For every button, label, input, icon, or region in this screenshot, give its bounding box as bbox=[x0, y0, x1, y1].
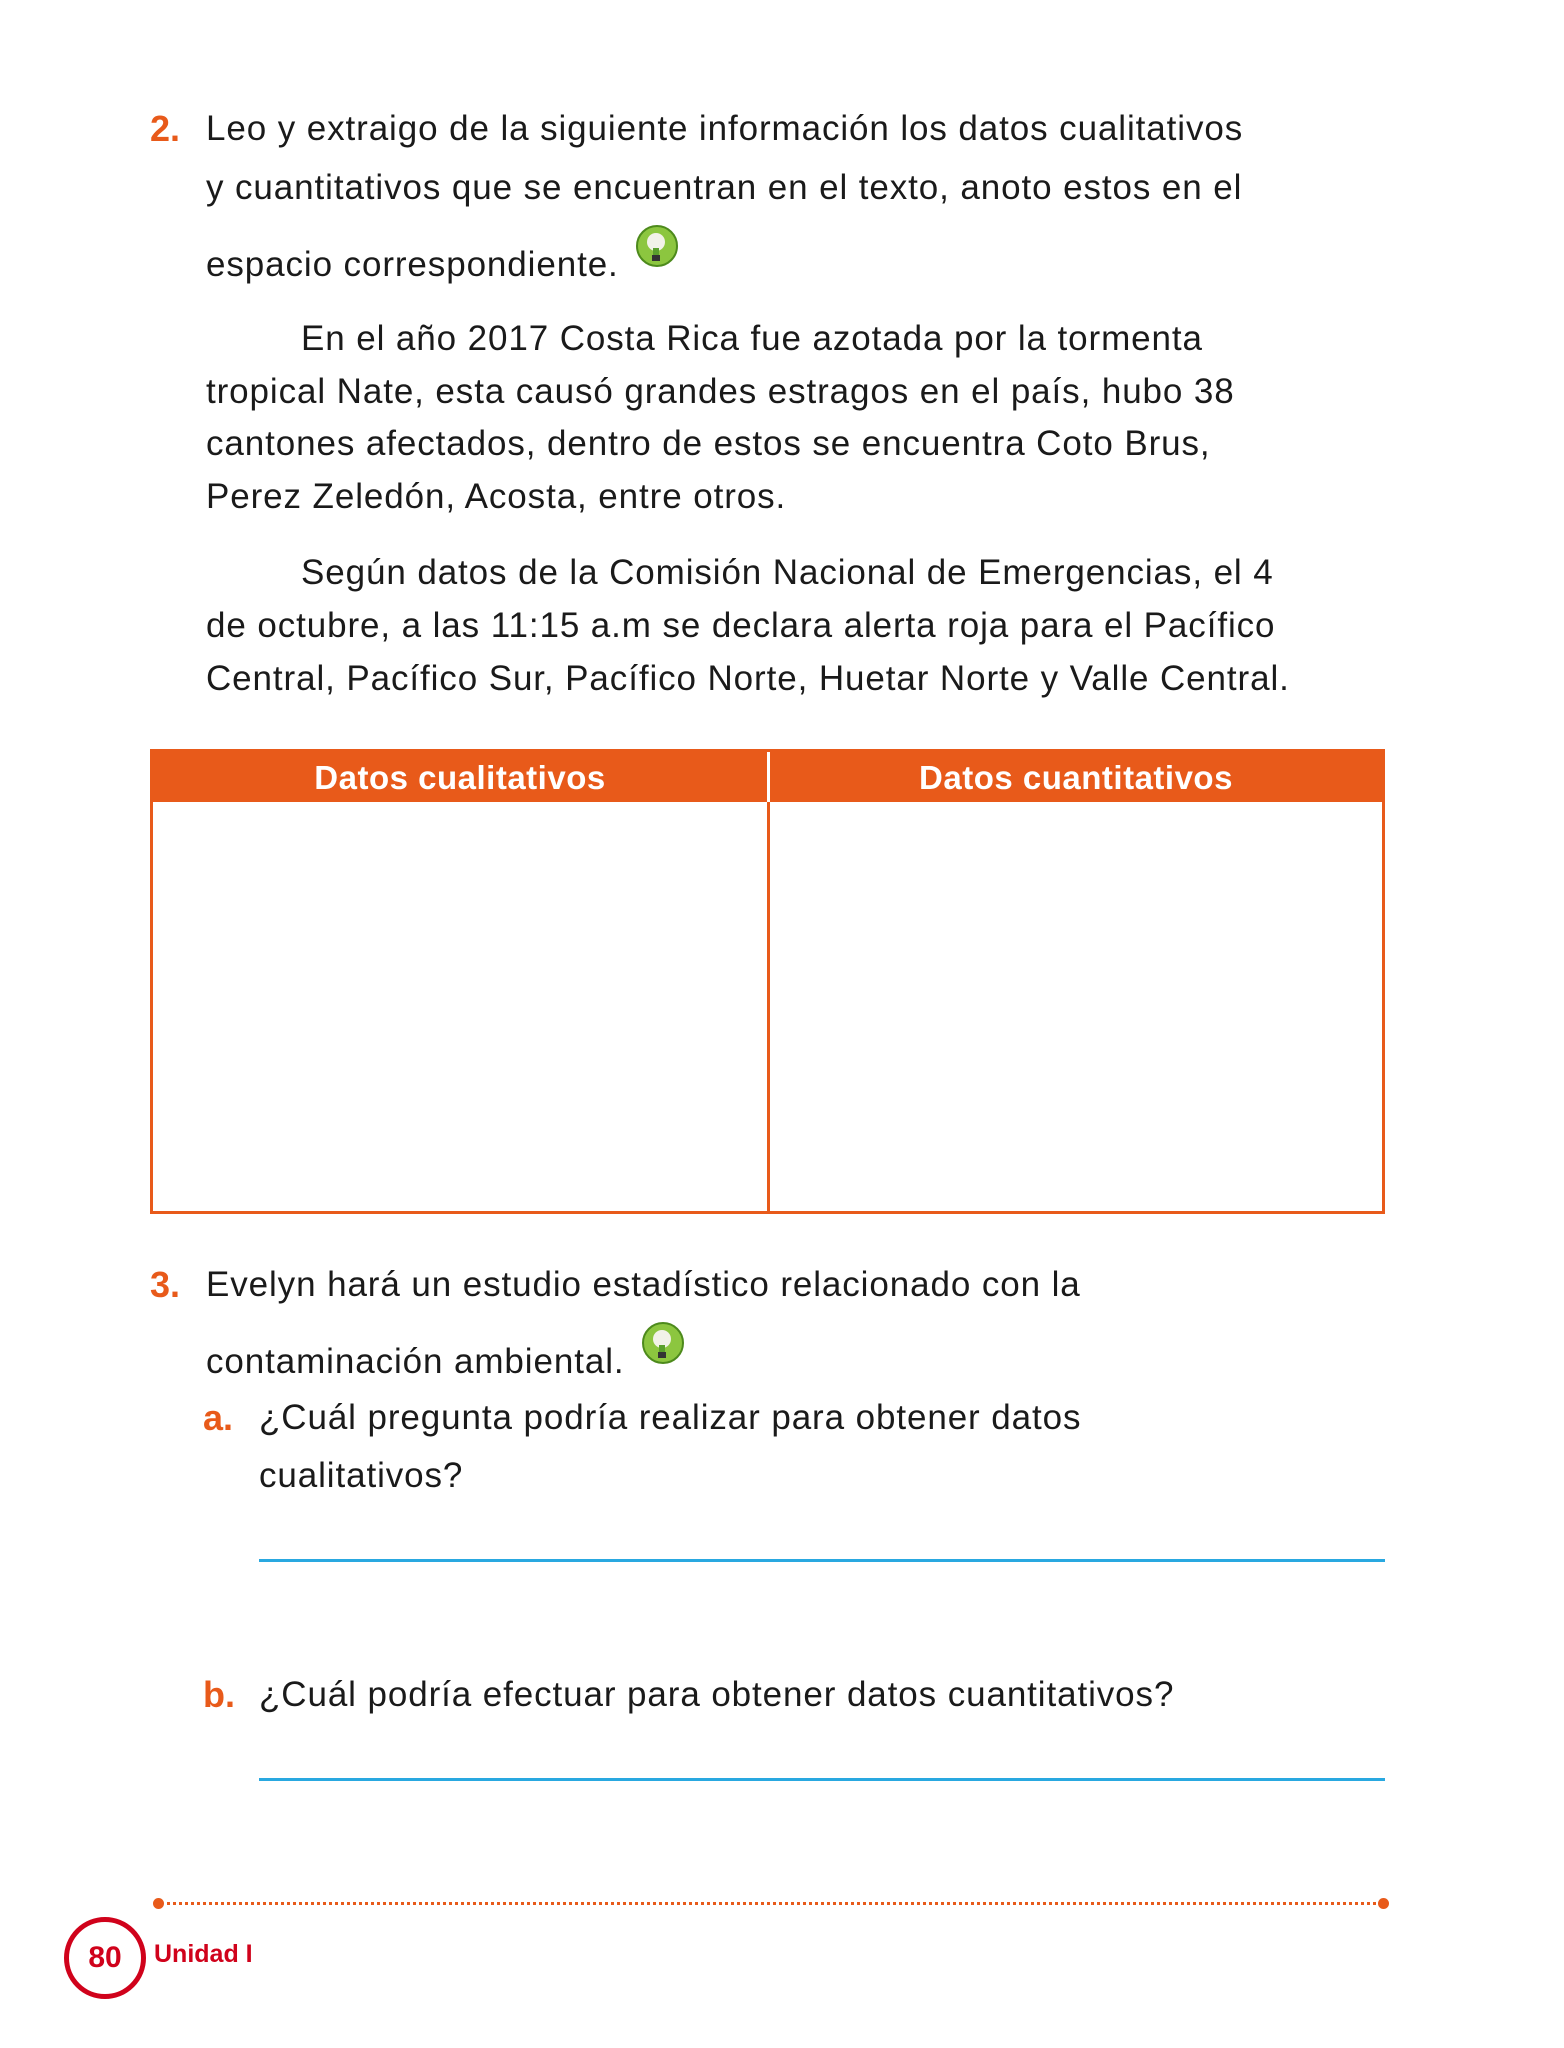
question-line: cualitativos? bbox=[259, 1456, 464, 1495]
answer-line-b[interactable] bbox=[259, 1778, 1385, 1781]
paragraph-line: Según datos de la Comisión Nacional de Emergencias, el 4 bbox=[301, 553, 1274, 592]
exercise-number: 2. bbox=[150, 108, 181, 149]
exercise-number: 3. bbox=[150, 1264, 181, 1305]
header-divider bbox=[767, 752, 770, 802]
paragraph-line: Perez Zeledón, Acosta, entre otros. bbox=[206, 477, 787, 516]
paragraph-line: Central, Pacífico Sur, Pacífico Norte, Huetar Norte y Valle Central. bbox=[206, 659, 1290, 698]
paragraph-line: cantones afectados, dentro de estos se encuentra Coto Brus, bbox=[206, 424, 1211, 463]
instruction-line: espacio correspondiente. bbox=[206, 245, 619, 284]
question-letter: b. bbox=[203, 1674, 235, 1715]
instruction-line: Leo y extraigo de la siguiente información los datos cualitativos bbox=[206, 109, 1244, 148]
instruction-line: Evelyn hará un estudio estadístico relacionado con la bbox=[206, 1265, 1081, 1304]
question-line: ¿Cuál podría efectuar para obtener datos cuantitativos? bbox=[259, 1675, 1175, 1714]
instruction-line-with-icon bbox=[206, 224, 679, 287]
question-line: ¿Cuál pregunta podría realizar para obtener datos bbox=[259, 1398, 1082, 1437]
lightbulb-icon bbox=[635, 224, 679, 268]
header-quantitative: Datos cuantitativos bbox=[919, 759, 1233, 796]
rule-endpoint bbox=[153, 1898, 164, 1909]
paragraph-line: tropical Nate, esta causó grandes estragos en el país, hubo 38 bbox=[206, 372, 1235, 411]
data-table bbox=[150, 749, 1385, 1214]
instruction-line: y cuantitativos que se encuentran en el texto, anoto estos en el bbox=[206, 168, 1243, 207]
instruction-line: contaminación ambiental. bbox=[206, 1342, 625, 1381]
paragraph-line: de octubre, a las 11:15 a.m se declara alerta roja para el Pacífico bbox=[206, 606, 1276, 645]
instruction-line-with-icon bbox=[206, 1321, 685, 1384]
page-number: 80 bbox=[64, 1917, 146, 1999]
lightbulb-icon bbox=[641, 1321, 685, 1365]
qualitative-answer-cell[interactable] bbox=[153, 802, 767, 1211]
unit-label: Unidad I bbox=[154, 1940, 253, 1968]
question-letter: a. bbox=[203, 1397, 234, 1438]
answer-line-a[interactable] bbox=[259, 1559, 1385, 1562]
quantitative-answer-cell[interactable] bbox=[770, 802, 1382, 1211]
footer-dotted-rule bbox=[160, 1902, 1382, 1905]
paragraph-line: En el año 2017 Costa Rica fue azotada por la tormenta bbox=[301, 319, 1203, 358]
rule-endpoint bbox=[1378, 1898, 1389, 1909]
header-qualitative: Datos cualitativos bbox=[314, 759, 606, 796]
